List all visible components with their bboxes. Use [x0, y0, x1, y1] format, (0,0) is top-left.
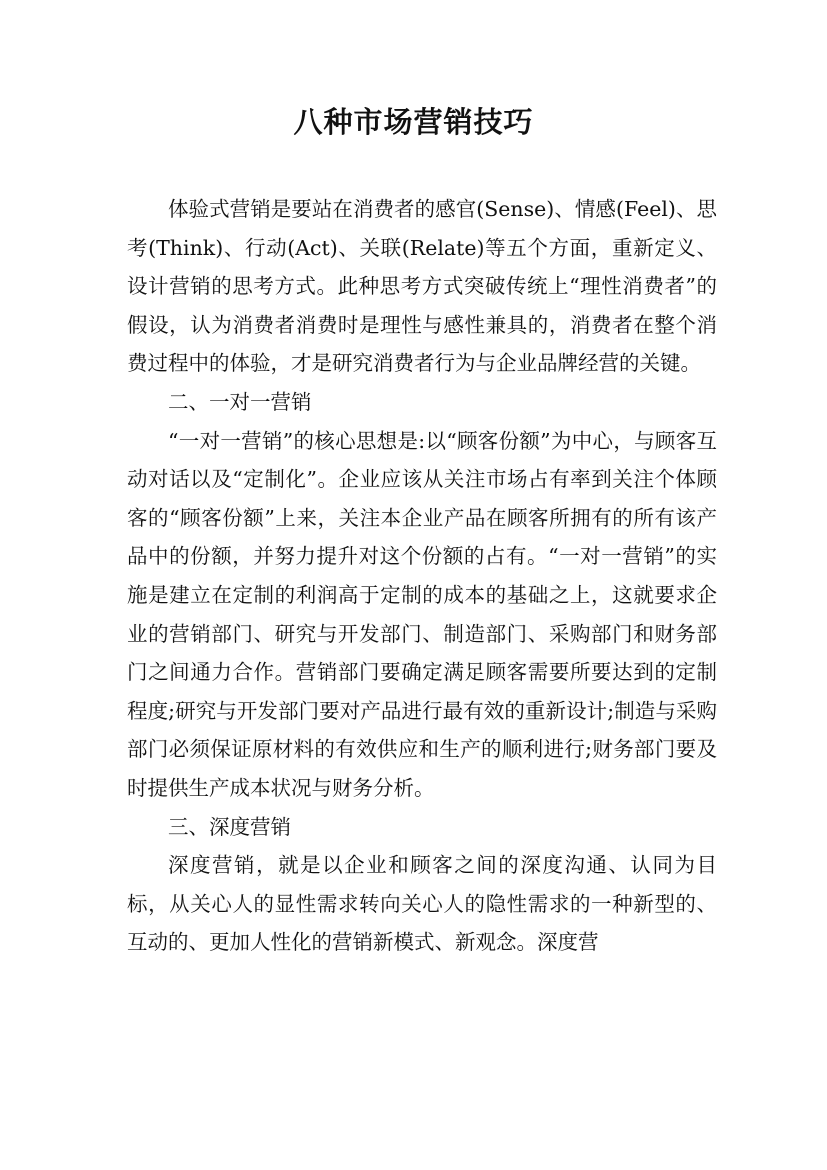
document-body — [127, 190, 717, 962]
section-heading-deep-marketing: 三、深度营销 — [168, 814, 291, 839]
section-heading-one-to-one: 二、一对一营销 — [168, 389, 312, 414]
document-title: 八种市场营销技巧 — [293, 105, 534, 139]
paragraph-one-to-one-marketing: “一对一营销”的核心思想是:以“顾客份额”为中心，与顾客互动对话以及“定制化”。企业应该从关注市场占有率到关注个体顾客的“顾客份额”上来，关注本企业产品在顾客所拥有的所有该产品中的份额，并努力提升对这个份额的占有。“一对一营销”的实施是建立在定制的利润高于定制的成本的基础之上，这就要求企业的营销部门、研究与开发部门、制造部门、采购部门和财务部门之间通力合作。营销部门要确定满足顾客需要所要达到的定制程度;研究与开发部门要对产品进行最有效的重新设计;制造与采购部门必须保证原材料的有效供应和生产的顺利进行;财务部门要及时提供生产成本状况与财务分析。 — [127, 428, 717, 800]
paragraph-deep-marketing: 深度营销，就是以企业和顾客之间的深度沟通、认同为目标，从关心人的显性需求转向关心人的隐性需求的一种新型的、互动的、更加人性化的营销新模式、新观念。深度营 — [127, 853, 717, 955]
paragraph-experiential-marketing: 体验式营销是要站在消费者的感官(Sense)、情感(Feel)、思考(Think)、行动(Act)、关联(Relate)等五个方面，重新定义、设计营销的思考方式。此种思考方式突破传统上“理性消费者”的假设，认为消费者消费时是理性与感性兼具的，消费者在整个消费过程中的体验，才是研究消费者行为与企业品牌经营的关键。 — [127, 197, 717, 376]
